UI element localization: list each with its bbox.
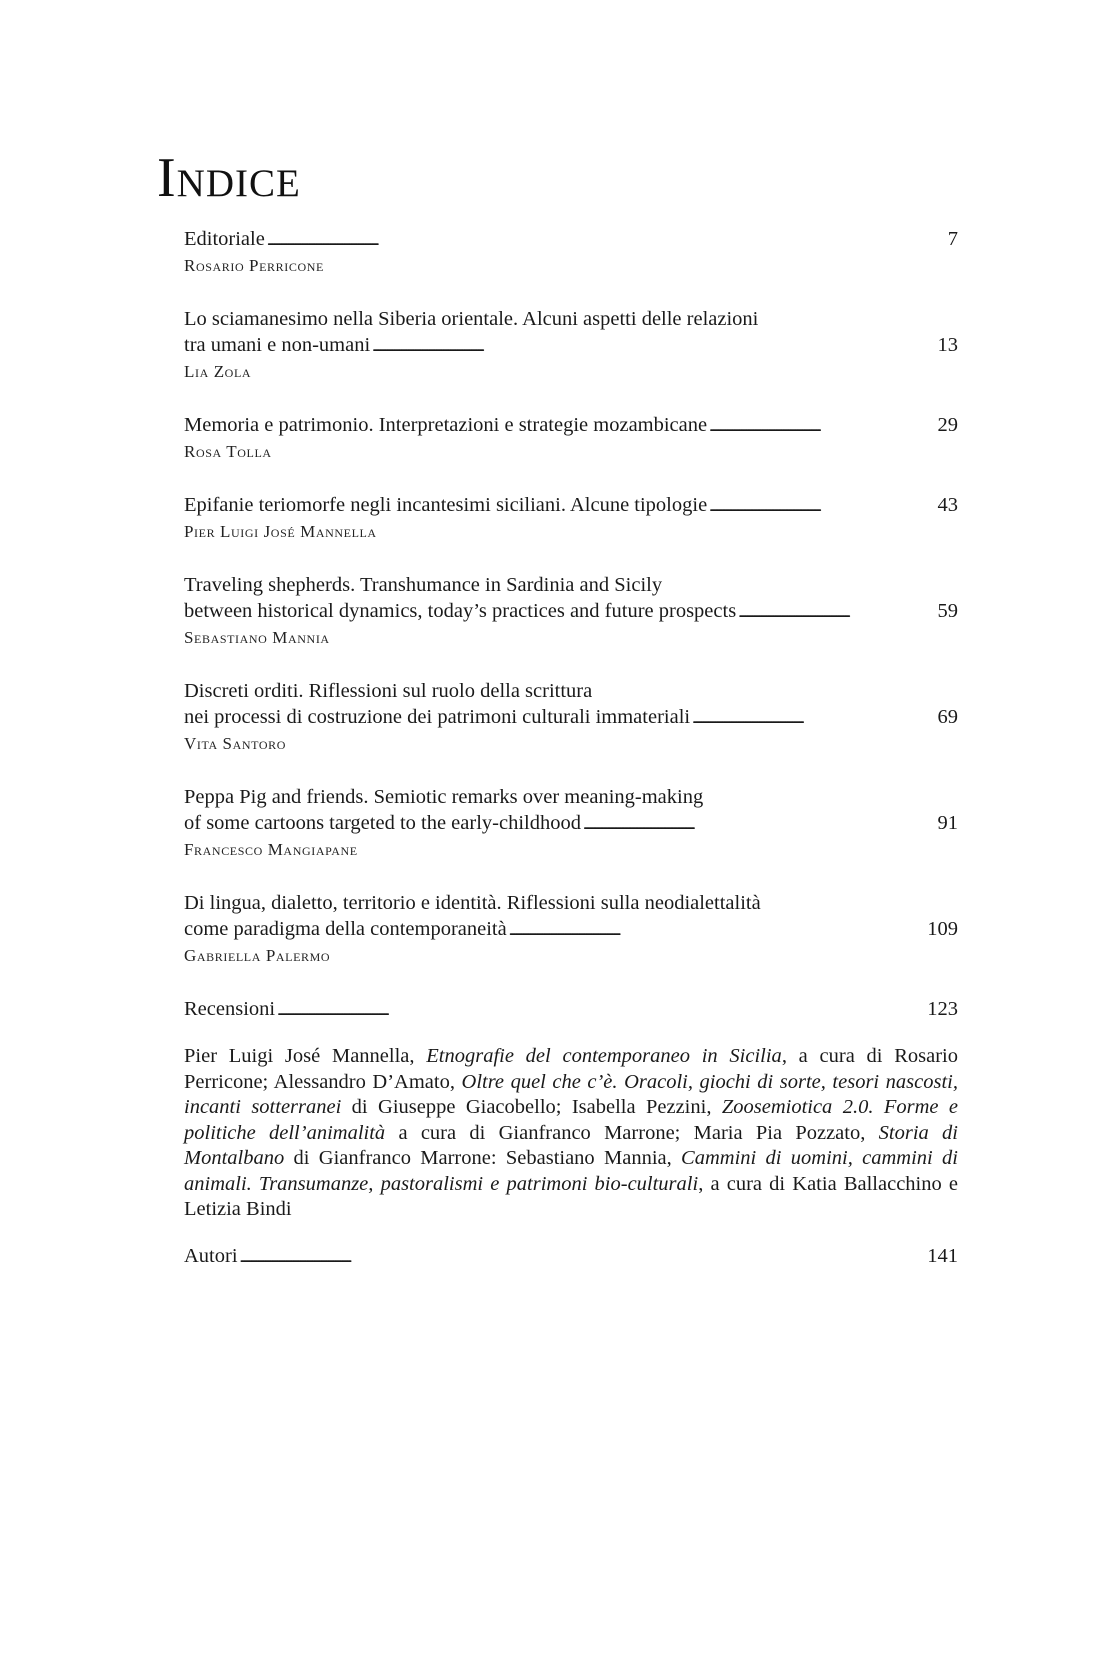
review-book-title: Storia di Montalbano xyxy=(184,1121,958,1169)
reviews-list xyxy=(184,1044,958,1223)
spacer xyxy=(184,862,958,890)
toc-entry-line xyxy=(184,810,958,838)
toc-entry-recensioni[interactable] xyxy=(184,996,958,1024)
toc-entry-page-number: 13 xyxy=(937,334,958,356)
review-book-title: Etnografie del contemporaneo in Sicilia xyxy=(426,1045,782,1067)
dot-leader xyxy=(692,704,935,732)
spacer xyxy=(184,544,958,572)
toc-entry-author: Pier Luigi José Mannella xyxy=(184,522,377,541)
toc-entry-line xyxy=(184,492,958,520)
toc-entry-page-number: 109 xyxy=(927,918,958,940)
spacer xyxy=(184,464,958,492)
toc-entry-page-number: 59 xyxy=(937,600,958,622)
toc-entry-line xyxy=(184,704,958,732)
autori-page-number: 141 xyxy=(927,1244,958,1267)
review-text: Pier Luigi José Mannella, xyxy=(184,1045,427,1067)
spacer xyxy=(184,968,958,996)
toc-entry-line xyxy=(184,598,958,626)
toc-entry-page-number: 91 xyxy=(937,812,958,834)
toc-entry-title: Epifanie teriomorfe negli incantesimi siciliani. Alcune tipologie xyxy=(184,494,708,516)
dot-leader xyxy=(709,492,935,520)
toc-entry-autori[interactable] xyxy=(184,1243,958,1271)
spacer xyxy=(184,1024,958,1044)
recensioni-page-number: 123 xyxy=(927,998,958,1020)
toc-entry-line xyxy=(184,412,958,440)
dot-leader xyxy=(509,916,926,944)
review-text: di Giuseppe Giacobello; Isabella Pezzini, xyxy=(341,1096,722,1118)
toc-entry-page-number: 7 xyxy=(947,228,958,250)
toc-entry[interactable] xyxy=(184,784,958,862)
spacer xyxy=(184,384,958,412)
autori-title: Autori xyxy=(184,1244,238,1267)
spacer xyxy=(184,650,958,678)
toc-entry-title: come paradigma della contemporaneità xyxy=(184,918,507,940)
spacer xyxy=(184,756,958,784)
review-text: , a cura di Katia Ballacchino e Letizia Bindi xyxy=(184,1172,959,1220)
toc-entry-title: nei processi di costruzione dei patrimoni culturali immateriali xyxy=(184,706,691,728)
dot-leader xyxy=(240,1243,926,1271)
toc-entry[interactable] xyxy=(184,492,958,544)
toc-entry-title: between historical dynamics, today’s practices and future prospects xyxy=(184,600,737,622)
toc-entry-author: Francesco Mangiapane xyxy=(184,840,358,859)
toc-entry-title-line: Traveling shepherds. Transhumance in Sardinia and Sicily xyxy=(184,574,663,596)
toc-entry-page-number: 43 xyxy=(937,494,958,516)
review-book-title: Oltre quel che c’è. Oracoli, giochi di sorte, tesori nascosti, incanti sotterranei xyxy=(184,1070,958,1118)
toc-entry-title-line: Peppa Pig and friends. Semiotic remarks over meaning-making xyxy=(184,786,704,808)
review-book-title: Zoosemiotica 2.0. Forme e politiche dell’animalità xyxy=(184,1096,958,1144)
toc-entry-title-line: Lo sciamanesimo nella Siberia orientale. Alcuni aspetti delle relazioni xyxy=(184,308,759,330)
toc-entry[interactable] xyxy=(184,306,958,384)
dot-leader xyxy=(709,412,935,440)
page-title: Indice xyxy=(157,147,301,209)
toc-entry-page-number: 69 xyxy=(937,706,958,728)
review-text: di Gianfranco Marrone: Sebastiano Mannia, xyxy=(284,1147,682,1169)
table-of-contents xyxy=(184,226,958,1271)
toc-entry[interactable] xyxy=(184,572,958,650)
toc-entry-line xyxy=(184,332,958,360)
recensioni-title: Recensioni xyxy=(184,998,276,1020)
toc-entry-author: Rosa Tolla xyxy=(184,442,272,461)
toc-entry-title: of some cartoons targeted to the early-childhood xyxy=(184,812,581,834)
toc-entry-page-number: 29 xyxy=(937,414,958,436)
toc-entry-author: Sebastiano Mannia xyxy=(184,628,330,647)
spacer xyxy=(184,1223,958,1243)
toc-entry[interactable] xyxy=(184,890,958,968)
review-text: , a cura di Rosario Perricone; Alessandro D’Amato, xyxy=(184,1045,958,1093)
autori-line xyxy=(184,1243,958,1271)
toc-entry-title: Editoriale xyxy=(184,228,265,250)
recensioni-line xyxy=(184,996,958,1024)
toc-entry-author: Rosario Perricone xyxy=(184,256,324,275)
review-text: a cura di Gianfranco Marrone; Maria Pia Pozzato, xyxy=(385,1121,879,1144)
toc-entry[interactable] xyxy=(184,412,958,464)
toc-entry-title: tra umani e non-umani xyxy=(184,334,371,356)
toc-entry[interactable] xyxy=(184,226,958,278)
dot-leader xyxy=(267,226,946,254)
toc-entry-title: Memoria e patrimonio. Interpretazioni e strategie mozambicane xyxy=(184,414,708,436)
toc-entry[interactable] xyxy=(184,678,958,756)
toc-entry-author: Gabriella Palermo xyxy=(184,946,331,965)
dot-leader xyxy=(277,996,925,1024)
toc-entry-title-line: Di lingua, dialetto, territorio e identità. Riflessioni sulla neodialettalità xyxy=(184,892,761,914)
dot-leader xyxy=(738,598,935,626)
toc-entry-line xyxy=(184,916,958,944)
dot-leader xyxy=(583,810,936,838)
toc-entry-line xyxy=(184,226,958,254)
dot-leader xyxy=(372,332,935,360)
spacer xyxy=(184,278,958,306)
toc-entry-title-line: Discreti orditi. Riflessioni sul ruolo della scrittura xyxy=(184,680,593,702)
toc-entry-author: Lia Zola xyxy=(184,362,252,381)
toc-entry-author: Vita Santoro xyxy=(184,734,286,753)
review-book-title: Cammini di uomini, cammini di animali. Transumanze, pastoralismi e patrimoni bio-culturali xyxy=(184,1147,959,1195)
